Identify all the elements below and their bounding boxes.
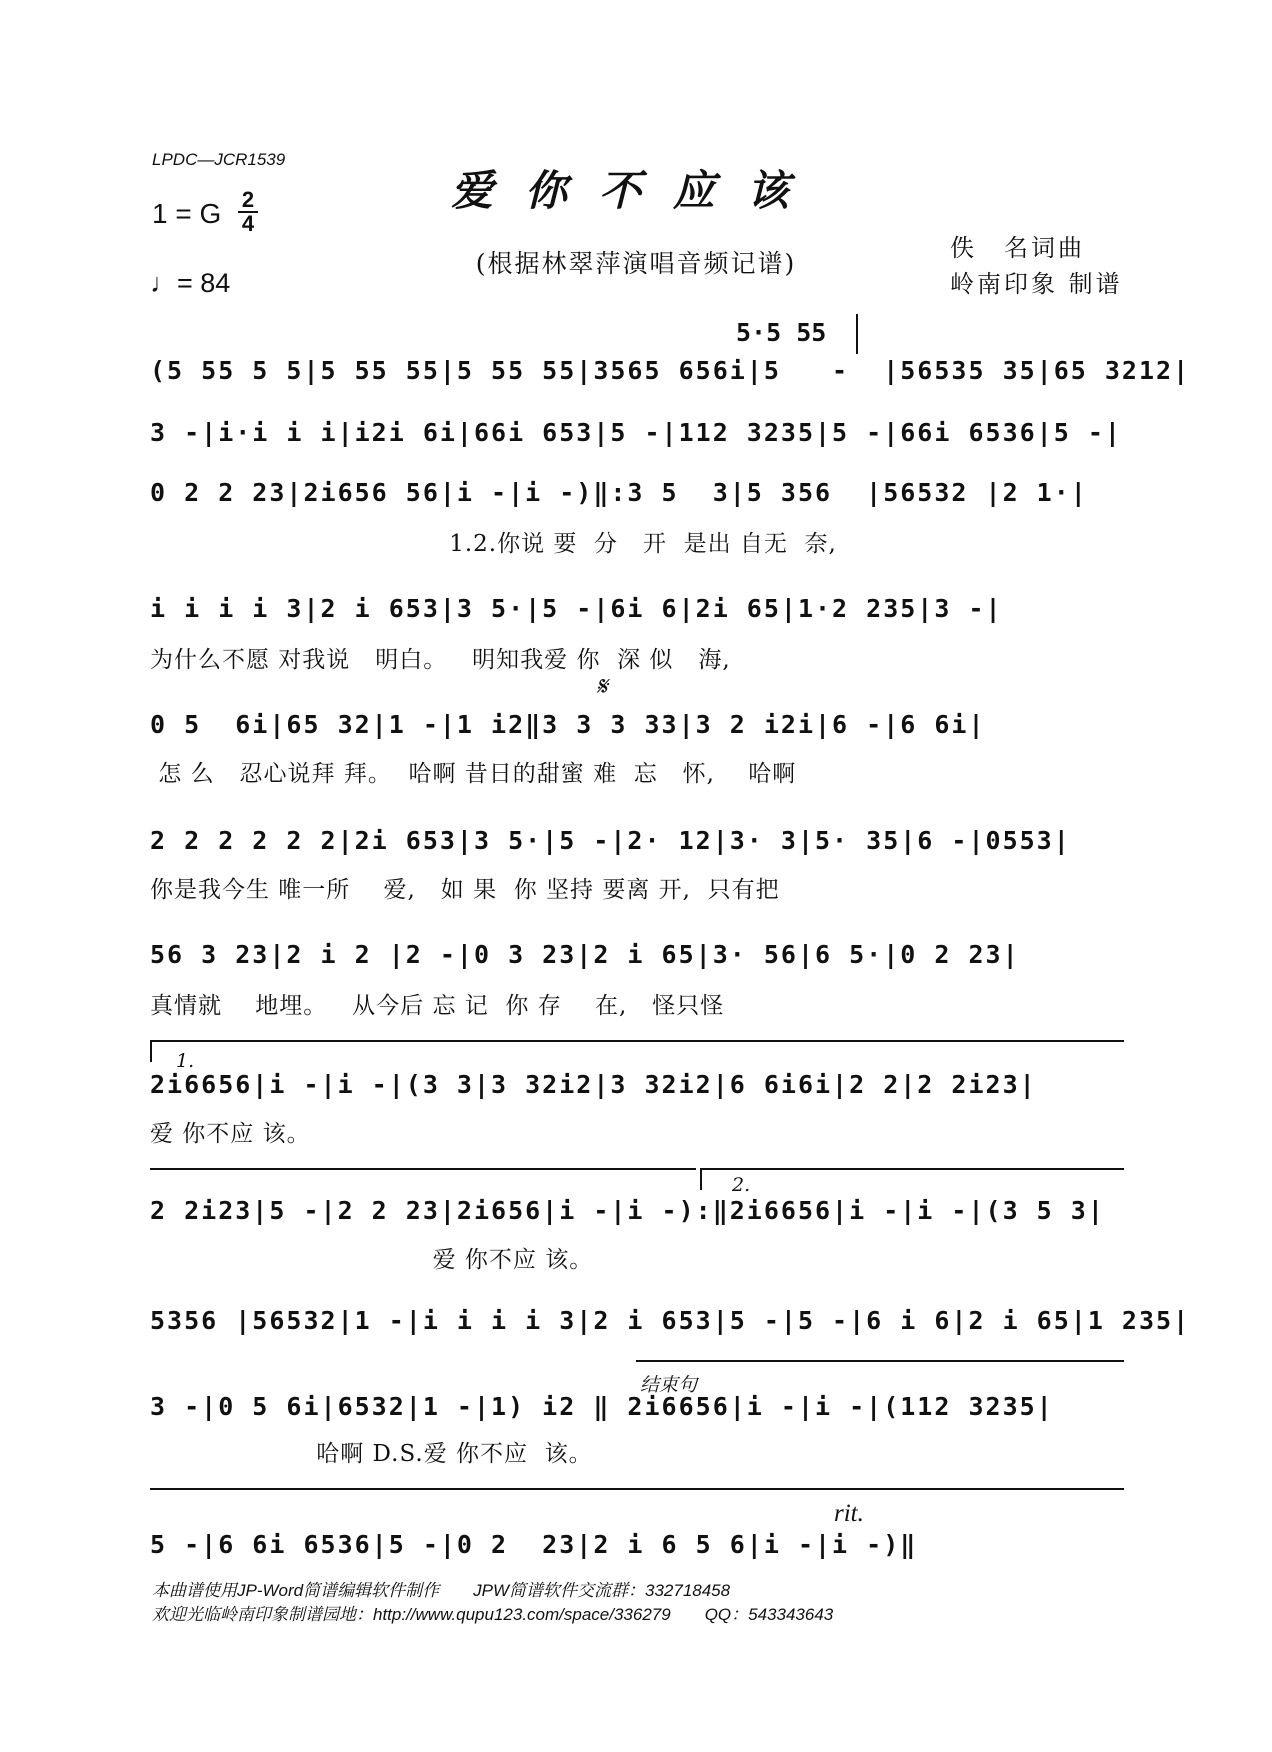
volta-2-label: 2. bbox=[732, 1174, 751, 1196]
volta-1-bracket bbox=[150, 1040, 1124, 1042]
score-row-3-lyrics: 1.2.你说 要 分 开 是出 自无 奈, bbox=[150, 531, 837, 557]
time-sig-bottom: 4 bbox=[241, 211, 255, 236]
subtitle: (根据林翠萍演唱音频记谱) bbox=[475, 249, 797, 278]
pickup-barline bbox=[856, 314, 858, 354]
footer-website-note: 欢迎光临岭南印象制谱园地：http://www.qupu123.com/space/336279 QQ：543343643 bbox=[152, 1605, 834, 1624]
segno-sign: 𝄋 bbox=[596, 672, 608, 702]
score-row-7-lyrics: 真情就 地埋。 从今后 忘 记 你 存 在, 怪只怪 bbox=[150, 993, 725, 1019]
score-row-6-lyrics: 你是我今生 唯一所 爱, 如 果 你 坚持 要离 开, 只有把 bbox=[150, 877, 780, 903]
credit-transcriber: 岭南印象 制谱 bbox=[950, 270, 1123, 298]
volta-1-label: 1. bbox=[176, 1050, 195, 1072]
volta-1-bracket-cont bbox=[150, 1168, 696, 1170]
score-row-8-notes: 2i6656|i -|i -|(3 3|3 32i2|3 32i2|6 6i6i|2 2|2 2i23| bbox=[150, 1070, 1037, 1099]
footer-software-note: 本曲谱使用JP-Word简谱编辑软件制作 JPW简谱软件交流群：332718458 bbox=[152, 1581, 731, 1600]
tempo-marking: ♩= 84 bbox=[150, 268, 231, 298]
pickup-notes: 5·5 55 bbox=[736, 318, 827, 347]
score-row-10-notes: 5356 |56532|1 -|i i i i 3|2 i 653|5 -|5 -|6 i 6|2 i 65|1 235| bbox=[150, 1306, 1191, 1335]
ending-bracket bbox=[636, 1360, 1124, 1362]
score-row-11-notes: 3 -|0 5 6i|6532|1 -|1) i2 ‖ 2i6656|i -|i -|(112 3235| bbox=[150, 1392, 1054, 1421]
score-row-9-lyrics: 爱 你不应 该。 bbox=[150, 1247, 594, 1273]
key-signature: 1 = G bbox=[152, 198, 222, 229]
score-row-8-lyrics: 爱 你不应 该。 bbox=[150, 1121, 311, 1147]
time-sig-top: 2 bbox=[241, 187, 255, 212]
score-row-6-notes: 2 2 2 2 2 2|2i 653|3 5·|5 -|2· 12|3· 3|5· 35|6 -|0553| bbox=[150, 826, 1071, 855]
score-row-1-notes: (5 55 5 5|5 55 55|5 55 55|3565 656i|5 - |56535 35|65 3212| bbox=[150, 356, 1191, 385]
score-row-5-lyrics: 怎 么 忍心说拜 拜。 哈啊 昔日的甜蜜 难 忘 怀, 哈啊 bbox=[150, 761, 797, 787]
ritardando-marking: rit. bbox=[834, 1500, 864, 1527]
catalog-number: LPDC—JCR1539 bbox=[152, 150, 286, 169]
coda-bracket bbox=[150, 1488, 1124, 1490]
score-row-3-notes: 0 2 2 23|2i656 56|i -|i -)‖:3 5 3|5 356 |56532 |2 1·| bbox=[150, 478, 1088, 507]
score-row-12-notes: 5 -|6 6i 6536|5 -|0 2 23|2 i 6 5 6|i -|i -)‖ bbox=[150, 1530, 918, 1559]
volta-2-bracket-start bbox=[700, 1168, 702, 1190]
score-row-2-notes: 3 -|i·i i i|i2i 6i|66i 653|5 -|112 3235|5 -|66i 6536|5 -| bbox=[150, 418, 1122, 447]
score-row-4-lyrics: 为什么不愿 对我说 明白。 明知我爱 你 深 似 海, bbox=[150, 647, 731, 673]
score-row-11-lyrics: 哈啊 D.S.爱 你不应 该。 bbox=[150, 1441, 593, 1467]
score-row-5-notes: 0 5 6i|65 32|1 -|1 i2‖3 3 3 33|3 2 i2i|6 -|6 6i| bbox=[150, 710, 986, 739]
time-signature bbox=[238, 187, 258, 236]
score-row-7-notes: 56 3 23|2 i 2 |2 -|0 3 23|2 i 65|3· 56|6 5·|0 2 23| bbox=[150, 940, 1020, 969]
score-row-4-notes: i i i i 3|2 i 653|3 5·|5 -|6i 6|2i 65|1·2 235|3 -| bbox=[150, 594, 1003, 623]
credit-lyricist-composer: 佚 名词曲 bbox=[950, 234, 1085, 262]
score-row-9-notes: 2 2i23|5 -|2 2 23|2i656|i -|i -):‖2i6656|i -|i -|(3 5 3| bbox=[150, 1196, 1105, 1225]
volta-1-bracket-start bbox=[150, 1040, 152, 1062]
ending-label: 结束句 bbox=[640, 1374, 698, 1396]
song-title: 爱你不应该 bbox=[450, 166, 821, 215]
volta-2-bracket bbox=[700, 1168, 1124, 1170]
